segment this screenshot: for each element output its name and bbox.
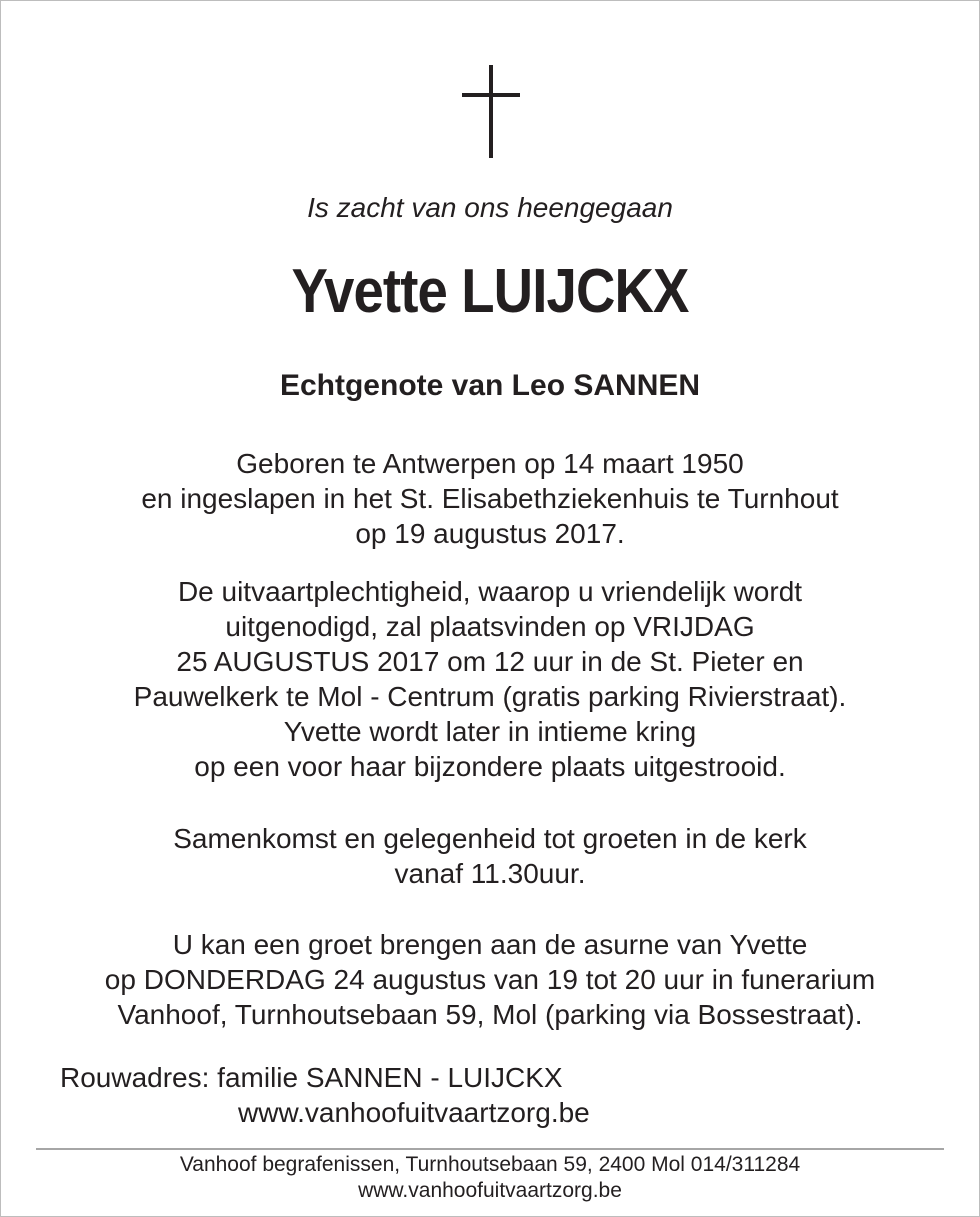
address-website-link[interactable]: www.vanhoofuitvaartzorg.be	[238, 1097, 590, 1128]
footer-company: Vanhoof begrafenissen, Turnhoutsebaan 59, 2400 Mol 014/311284	[179, 1153, 801, 1176]
deceased-name: Yvette LUIJCKX	[291, 257, 689, 326]
intro-text: Is zacht van ons heengegaan	[307, 192, 673, 223]
mourning-address	[60, 1060, 590, 1130]
gathering-line: Samenkomst en gelegenheid tot groeten in de kerk	[173, 823, 807, 854]
gathering-paragraph	[0, 821, 980, 891]
footer-divider	[36, 1148, 944, 1150]
funeral-line: op een voor haar bijzondere plaats uitgestrooid.	[194, 751, 786, 782]
cross-icon	[462, 65, 520, 160]
gathering-line: vanaf 11.30uur.	[394, 858, 586, 889]
funeral-paragraph	[0, 574, 980, 784]
birth-line: en ingeslapen in het St. Elisabethziekenhuis te Turnhout	[141, 483, 839, 514]
visitation-paragraph	[0, 927, 980, 1032]
footer	[0, 1152, 980, 1204]
address-label: Rouwadres: familie SANNEN - LUIJCKX	[60, 1062, 563, 1093]
birth-line: Geboren te Antwerpen op 14 maart 1950	[236, 448, 744, 479]
funeral-line: uitgenodigd, zal plaatsvinden op VRIJDAG	[225, 611, 755, 642]
funeral-line: Yvette wordt later in intieme kring	[283, 716, 697, 747]
birth-line: op 19 augustus 2017.	[355, 518, 625, 549]
visitation-line: op DONDERDAG 24 augustus van 19 tot 20 uur in funerarium	[104, 964, 876, 995]
visitation-line: Vanhoof, Turnhoutsebaan 59, Mol (parking via Bossestraat).	[117, 999, 863, 1030]
funeral-line: De uitvaartplechtigheid, waarop u vriendelijk wordt	[177, 576, 803, 607]
funeral-line: 25 AUGUSTUS 2017 om 12 uur in de St. Pieter en	[176, 646, 804, 677]
birth-paragraph	[0, 446, 980, 551]
funeral-line: Pauwelkerk te Mol - Centrum (gratis parking Rivierstraat).	[133, 681, 847, 712]
visitation-line: U kan een groet brengen aan de asurne van Yvette	[172, 929, 808, 960]
spouse-line: Echtgenote van Leo SANNEN	[279, 369, 701, 402]
footer-website-link[interactable]: www.vanhoofuitvaartzorg.be	[358, 1179, 622, 1202]
